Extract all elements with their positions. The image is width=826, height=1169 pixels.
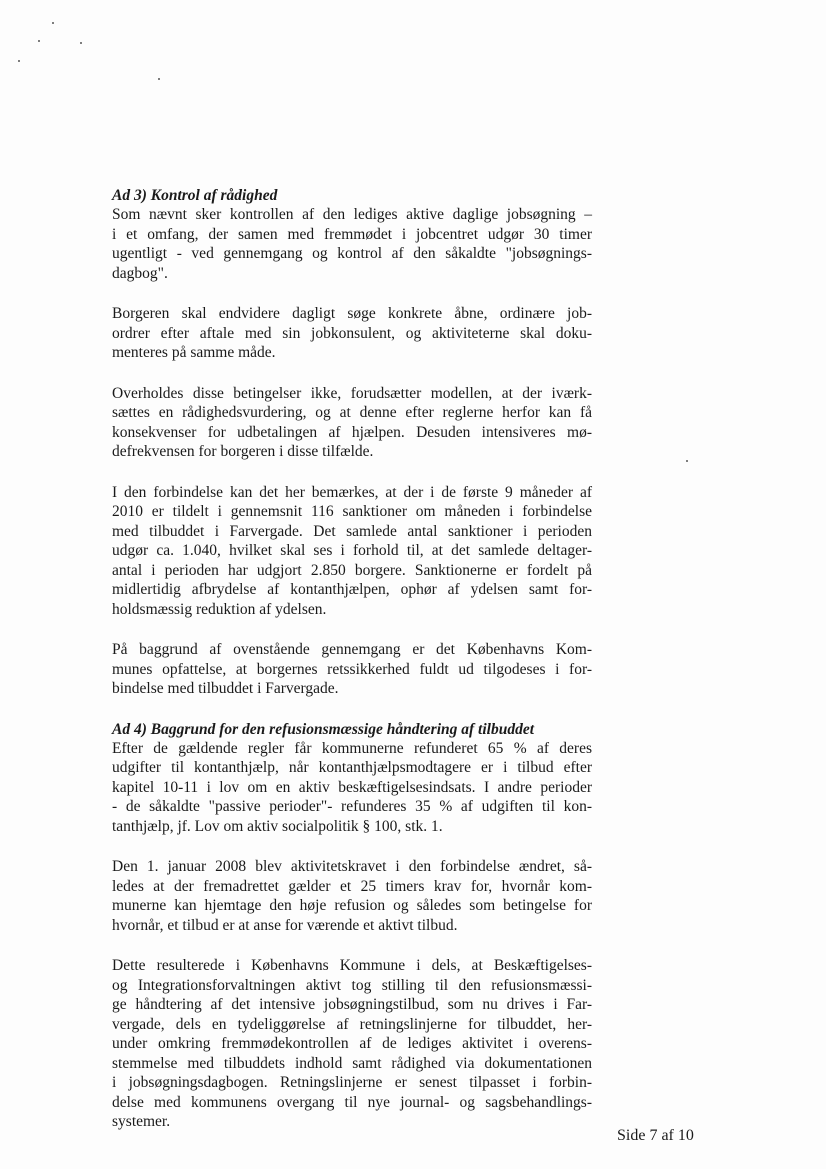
text-line: midlertidig afbrydelse af kontanthjælpen, ophør af ydelsen samt for- (112, 581, 592, 598)
text-line: 2010 er tildelt i gennemsnit 116 sanktioner om måneden i forbindelse (112, 503, 592, 520)
text-line: holdsmæssig reduktion af ydelsen. (112, 600, 327, 618)
text-line: udgør ca. 1.040, hvilket skal ses i forhold til, at det samlede deltager- (112, 542, 592, 559)
text-line: udgifter til kontanthjælp, når kontanthjælpsmodtagere er i tilbud efter (112, 759, 592, 776)
text-line: Efter de gældende regler får kommunerne refunderet 65 % af deres (112, 739, 592, 757)
text-line: ugentligt - ved gennemgang og kontrol af den såkaldte "jobsøgnings- (112, 245, 592, 262)
text-line: defrekvensen for borgeren i disse tilfælde. (112, 443, 374, 460)
text-line: delse med kommunens overgang til nye journal- og sagsbehandlings- (112, 1093, 592, 1111)
text-line: Borgeren skal endvidere dagligt søge konkrete åbne, ordinære job- (112, 305, 592, 322)
text-line: under omkring fremmødekontrollen af de lediges aktivitet i overens- (112, 1035, 592, 1052)
section-baggrund-refusion (112, 720, 592, 1132)
paragraph (112, 304, 592, 363)
section-heading: Ad 3) Kontrol af rådighed (112, 187, 278, 204)
text-line: Som nævnt sker kontrollen af den lediges aktive daglige jobsøgning – (112, 206, 592, 223)
text-line: ge håndtering af det intensive jobsøgningstilbud, som nu drives i Far- (112, 996, 592, 1013)
paragraph (112, 857, 592, 935)
text-line: - de såkaldte "passive perioder"- refunderes 35 % af udgiften til kon- (112, 798, 592, 815)
paragraph (112, 205, 592, 283)
section-heading: Ad 4) Baggrund for den refusionsmæssige håndtering af tilbuddet (112, 720, 535, 738)
text-line: med tilbuddet i Farvergade. Det samlede antal sanktioner i perioden (112, 522, 592, 540)
text-line: ordrer efter aftale med sin jobkonsulent, og aktiviteterne skal doku- (112, 324, 592, 342)
text-line: På baggrund af ovenstående gennemgang er det Københavns Kom- (112, 641, 592, 658)
scan-speck (38, 40, 40, 42)
text-line: antal i perioden har udgjort 2.850 borgere. Sanktionerne er fordelt på (112, 561, 592, 579)
scan-speck (52, 22, 54, 24)
text-line: stemmelse med tilbuddets indhold samt rådighed via dokumentationen (112, 1054, 592, 1072)
text-line: Overholdes disse betingelser ikke, forudsætter modellen, at der iværk- (112, 384, 592, 402)
text-line: tanthjælp, jf. Lov om aktiv socialpolitik § 100, stk. 1. (112, 817, 443, 835)
text-line: menteres på samme måde. (112, 344, 276, 361)
text-line: i jobsøgningsdagbogen. Retningslinjerne er senest tilpasset i forbin- (112, 1074, 592, 1091)
text-line: i et omfang, der samen med fremmødet i jobcentret udgør 30 timer (112, 225, 592, 243)
text-line: ledes at der fremadrettet gælder et 25 timers krav for, hvornår kom- (112, 877, 592, 895)
paragraph (112, 739, 592, 837)
text-line: konsekvenser for udbetalingen af hjælpen. Desuden intensiveres mø- (112, 423, 592, 441)
scan-speck (158, 78, 160, 80)
scan-speck (80, 42, 82, 44)
text-line: munes opfattelse, at borgernes retssikkerhed fuldt ud tilgodeses i for- (112, 660, 592, 678)
text-line: systemer. (112, 1113, 171, 1130)
text-line: og Integrationsforvaltningen aktivt tog stilling til den refusionsmæssi- (112, 976, 592, 994)
text-line: dagbog". (112, 264, 168, 282)
text-line: sættes en rådighedsvurdering, og at denne efter reglerne herfor kan få (112, 404, 592, 421)
scan-speck (686, 460, 688, 462)
page-number: Side 7 af 10 (617, 1127, 694, 1144)
text-line: Den 1. januar 2008 blev aktivitetskravet i den forbindelse ændret, så- (112, 858, 592, 875)
scan-speck (18, 60, 20, 62)
paragraph (112, 956, 592, 1132)
text-line: Dette resulterede i Københavns Kommune i dels, at Beskæftigelses- (112, 957, 592, 974)
text-line: kapitel 10-11 i lov om en aktiv beskæftigelsesindsats. I andre perioder (112, 778, 592, 796)
paragraph (112, 384, 592, 462)
paragraph (112, 640, 592, 699)
paragraph (112, 483, 592, 620)
text-line: vergade, dels en tydeliggørelse af retningslinjerne for tilbuddet, her- (112, 1015, 592, 1033)
text-line: I den forbindelse kan det her bemærkes, at der i de første 9 måneder af (112, 483, 592, 501)
document-body (112, 186, 592, 1153)
text-line: bindelse med tilbuddet i Farvergade. (112, 680, 339, 697)
text-line: munerne kan hjemtage den høje refusion og således som betingelse for (112, 897, 592, 914)
section-kontrol-af-raadighed (112, 186, 592, 699)
text-line: hvornår, et tilbud er at anse for værende et aktivt tilbud. (112, 916, 458, 934)
